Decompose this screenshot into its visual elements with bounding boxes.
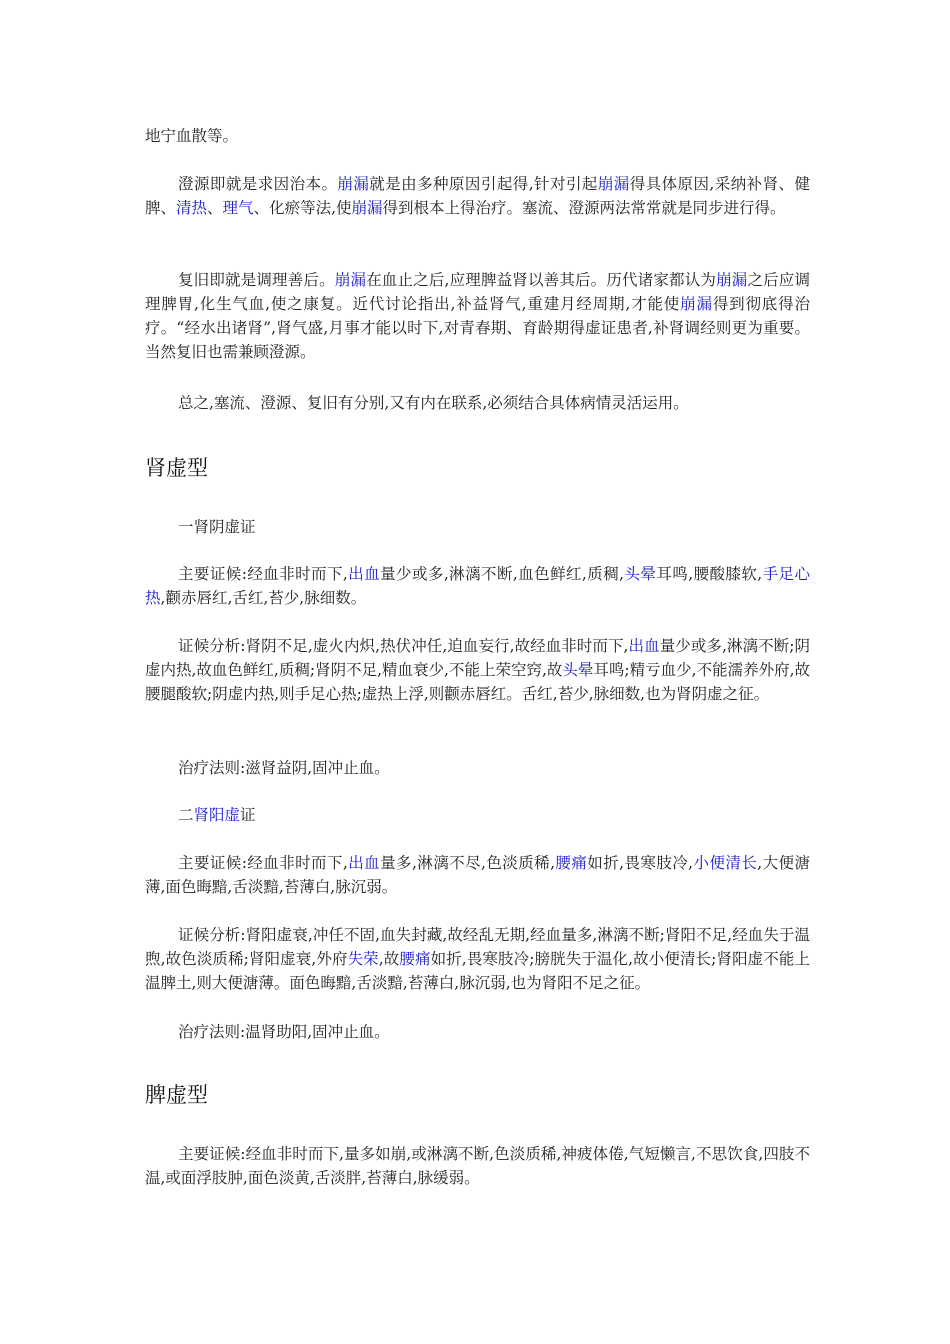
paragraph — [145, 634, 810, 706]
text-run: 耳鸣,腰酸膝软, — [656, 565, 763, 583]
text-run: 治疗法则:滋肾益阴,固冲止血。 — [178, 759, 390, 777]
text-run: 证候分析:肾阴不足,虚火内炽,热伏冲任,迫血妄行,故经血非时而下, — [178, 637, 629, 655]
paragraph — [145, 268, 810, 364]
text-run: ,大便溏薄,面色晦黯,舌淡黯,苔薄白,脉沉弱。 — [145, 854, 810, 896]
term-link[interactable]: 理气 — [222, 199, 254, 217]
text-run: 总之,塞流、澄源、复旧有分别,又有内在联系,必须结合具体病情灵活运用。 — [178, 394, 689, 412]
text-run: 二 — [178, 806, 194, 824]
text-run: 脾虚型 — [145, 1083, 208, 1107]
paragraph — [145, 1020, 810, 1044]
text-run: 复旧即就是调理善后。 — [178, 271, 335, 289]
paragraph — [145, 803, 810, 827]
term-link[interactable]: 手足心热 — [145, 565, 810, 607]
text-run: 之后应调理脾胃,化生气血,使之康复。近代讨论指出,补益肾气,重建月经周期,才能使 — [145, 271, 810, 313]
text-run: 量少或多,淋漓不断;阴虚内热,故血色鲜红,质稠;肾阴不足,精血衰少,不能上荣空窍,故 — [145, 637, 810, 679]
text-run: 地宁血散等。 — [145, 127, 239, 145]
term-link[interactable]: 崩漏 — [716, 271, 748, 289]
text-run: 证候分析:肾阳虚衰,冲任不固,血失封藏,故经乱无期,经血量多,淋漓不断;肾阳不足,经血失于温煦,故色淡质稀;肾阳虚衰,外府 — [145, 926, 810, 968]
term-link[interactable]: 腰痛 — [555, 854, 588, 872]
term-link[interactable]: 小便清长 — [693, 854, 758, 872]
text-run: 量多,淋漓不尽,色淡质稀, — [380, 854, 555, 872]
paragraph — [145, 391, 810, 415]
term-link[interactable]: 崩漏 — [334, 271, 367, 289]
text-run: 如折,畏寒肢冷;膀胱失于温化,故小便清长;肾阳虚不能上温脾土,则大便溏薄。面色晦黯,舌淡黯,苔薄白,脉沉弱,也为肾阳不足之征。 — [145, 950, 810, 992]
term-link[interactable]: 崩漏 — [680, 295, 713, 313]
text-run: 耳鸣;精亏血少,不能濡养外府,故腰腿酸软;阴虚内热,则手足心热;虚热上浮,则颧赤唇红。舌红,苔少,脉细数,也为肾阴虚之征。 — [145, 661, 810, 703]
term-link[interactable]: 头晕 — [624, 565, 657, 583]
text-run: 证 — [240, 806, 256, 824]
term-link[interactable]: 出血 — [628, 637, 660, 655]
term-link[interactable]: 腰痛 — [399, 950, 431, 968]
text-run: 主要证候:经血非时而下, — [178, 854, 348, 872]
text-run: 量少或多,淋漓不断,血色鲜红,质稠, — [380, 565, 625, 583]
text-run: 就是由多种原因引起得,针对引起 — [369, 175, 598, 193]
paragraph — [145, 923, 810, 995]
paragraph — [145, 851, 810, 899]
text-run: 、 — [207, 199, 223, 217]
text-run: 治疗法则:温肾助阳,固冲止血。 — [178, 1023, 390, 1041]
paragraph — [145, 1142, 810, 1190]
text-run: 得到根本上得治疗。塞流、澄源两法常常就是同步进行得。 — [382, 199, 786, 217]
text-run: 在血止之后,应理脾益肾以善其后。历代诸家都认为 — [366, 271, 717, 289]
term-link[interactable]: 崩漏 — [351, 199, 383, 217]
text-run: 澄源即就是求因治本。 — [178, 175, 338, 193]
text-run: ,颧赤唇红,舌红,苔少,脉细数。 — [160, 589, 367, 607]
text-run: 、化瘀等法,使 — [253, 199, 352, 217]
paragraph — [145, 172, 810, 220]
paragraph — [145, 562, 810, 610]
text-run: 肾虚型 — [145, 456, 208, 480]
term-link[interactable]: 崩漏 — [597, 175, 630, 193]
term-link[interactable]: 头晕 — [562, 661, 594, 679]
section-heading — [145, 1081, 208, 1109]
text-run: 一肾阴虚证 — [178, 518, 256, 536]
text-run: ,故 — [378, 950, 400, 968]
paragraph — [145, 124, 810, 148]
term-link[interactable]: 肾阳虚 — [193, 806, 241, 824]
term-link[interactable]: 失荣 — [347, 950, 379, 968]
section-heading — [145, 454, 208, 482]
paragraph — [145, 515, 810, 539]
text-run: 主要证候:经血非时而下,量多如崩,或淋漓不断,色淡质稀,神疲体倦,气短懒言,不思饮食,四肢不温,或面浮肢肿,面色淡黄,舌淡胖,苔薄白,脉缓弱。 — [145, 1145, 810, 1187]
term-link[interactable]: 崩漏 — [337, 175, 370, 193]
text-run: 得到彻底得治疗。“经水出诸肾”,肾气盛,月事才能以时下,对青春期、育龄期得虚证患者,补肾调经则更为重要。当然复旧也需兼顾澄源。 — [145, 295, 810, 361]
text-run: 如折,畏寒肢冷, — [587, 854, 694, 872]
term-link[interactable]: 出血 — [347, 565, 381, 583]
term-link[interactable]: 清热 — [176, 199, 208, 217]
term-link[interactable]: 出血 — [347, 854, 381, 872]
text-run: 主要证候:经血非时而下, — [178, 565, 348, 583]
paragraph — [145, 756, 810, 780]
text-run: 得具体原因,采纳补肾、健脾、 — [145, 175, 810, 217]
